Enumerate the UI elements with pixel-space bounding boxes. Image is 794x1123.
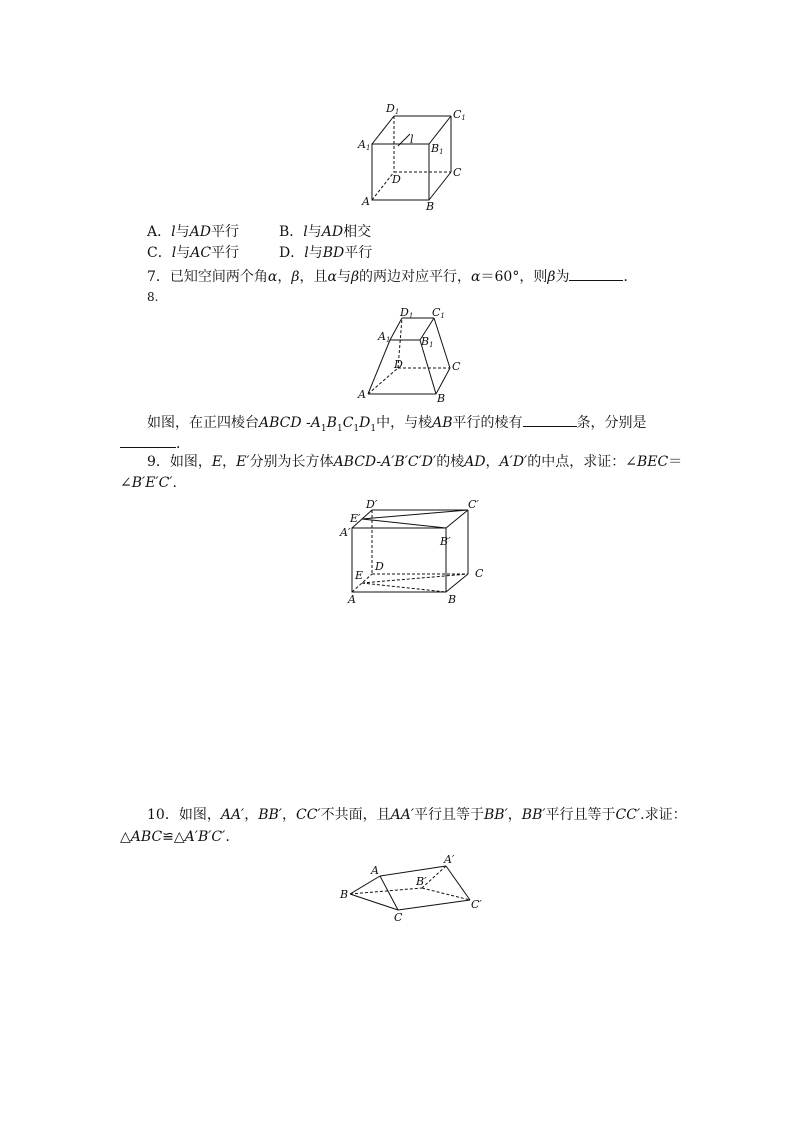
q6-label-a1: A1 (358, 138, 371, 152)
q8-label-b1: B1 (421, 335, 434, 349)
q6-options-row-2 (147, 244, 411, 262)
q9-seg-epcp (362, 510, 468, 519)
q10-label-bp: B′ (416, 875, 427, 888)
q9-label-e: E (355, 569, 364, 582)
q10-edge-aap (380, 866, 446, 876)
q9-edge-cb (446, 574, 468, 592)
q6-option-b[interactable]: B．l与AD相交 (279, 224, 372, 240)
q8-text-line-2: ． (120, 433, 190, 453)
q6-label-b: B (426, 200, 435, 213)
q9-label-ap: A′ (340, 526, 351, 539)
q9-label-dp: D′ (366, 498, 378, 511)
q9-label-d: D (375, 560, 384, 573)
q6-edge-a1d1 (372, 116, 394, 144)
q8-frustum-figure (354, 306, 472, 406)
q8-label-c1: C1 (432, 306, 445, 320)
q6-option-c[interactable]: C．l与AC平行 (147, 245, 240, 261)
q8-label-a: A (358, 388, 366, 401)
q8-edge-bc (436, 368, 450, 394)
q8-label-a1: A1 (378, 330, 391, 344)
q10-edge-ccp (398, 900, 470, 910)
q9-label-a: A (348, 593, 356, 606)
q6-cube-figure (352, 100, 472, 215)
q10-edge-ab (350, 876, 380, 894)
q10-text-line-1: 10．如图，AA′，BB′，CC′不共面，且AA′平行且等于BB′，BB′平行且等于CC′.求证： (147, 807, 687, 823)
q8-label-c: C (452, 360, 461, 373)
q6-options-row-1 (147, 223, 411, 241)
q9-label-cp: C′ (468, 498, 479, 511)
q6-edge-ad (372, 172, 394, 200)
q10-label-a: A (371, 864, 379, 877)
q8-edge-bb1 (420, 340, 436, 394)
q6-label-l: l (410, 133, 414, 146)
q10-label-ap: A′ (444, 853, 455, 866)
q9-front-face (352, 528, 446, 592)
q9-label-b: B (448, 593, 457, 606)
q9-seg-eb (362, 583, 446, 592)
q8-number: 8. (147, 290, 159, 304)
q9-text-line-1: 9．如图，E，E′分别为长方体ABCD-A′B′C′D′的棱AD，A′D′的中点，求证：∠BEC＝ (147, 454, 683, 470)
q8-count-blank[interactable] (523, 412, 577, 427)
q10-text-line-2: △ABC≌△A′B′C′. (120, 829, 230, 845)
q9-label-bp: B′ (440, 535, 451, 548)
q7-text: 7．已知空间两个角α，β，且α与β的两边对应平行，α＝60°，则β为 ． (147, 266, 637, 286)
q10-edge-bbp (350, 888, 422, 894)
q6-label-d1: D1 (386, 102, 400, 116)
q6-label-c1: C1 (453, 108, 466, 122)
q9-label-ep: E′ (350, 512, 361, 525)
q10-label-b: B (340, 888, 349, 901)
q8-label-b: B (437, 392, 446, 405)
q8-edges-blank[interactable] (120, 433, 176, 448)
q7-answer-blank[interactable] (569, 266, 623, 281)
q6-label-b1: B1 (431, 142, 444, 156)
q6-option-d[interactable]: D．l与BD平行 (279, 245, 373, 261)
q8-label-d1: D1 (400, 306, 414, 320)
q10-label-cp: C′ (471, 898, 482, 911)
q10-label-c: C (394, 911, 403, 924)
q6-label-d: D (392, 173, 401, 186)
q9-label-c: C (475, 567, 484, 580)
q9-seg-ec (362, 574, 468, 583)
q6-edge-cb (429, 172, 451, 200)
q9-text-line-2: ∠B′E′C′. (120, 475, 177, 491)
q8-label-d: D (394, 358, 403, 371)
q8-text-line-1: 如图，在正四棱台ABCD $-A_1B_1C_1D_1$中，与棱AB平行的棱有 条，分别是 (147, 412, 647, 438)
q8-edge-ad (368, 368, 398, 394)
q6-label-a: A (362, 195, 370, 208)
q9-edge-cpbp (446, 510, 468, 528)
q10-edge-apcp (446, 866, 470, 900)
q6-label-c: C (453, 166, 462, 179)
q6-option-a[interactable]: A．l与AD平行 (147, 224, 239, 240)
q9-seg-epbp (362, 519, 446, 528)
q10-prism-figure (338, 852, 488, 924)
q8-edge-cc1 (434, 318, 450, 368)
q8-edge-aa1 (368, 340, 390, 394)
q9-box-figure (336, 498, 492, 608)
q6-edge-c1b1 (429, 116, 451, 144)
